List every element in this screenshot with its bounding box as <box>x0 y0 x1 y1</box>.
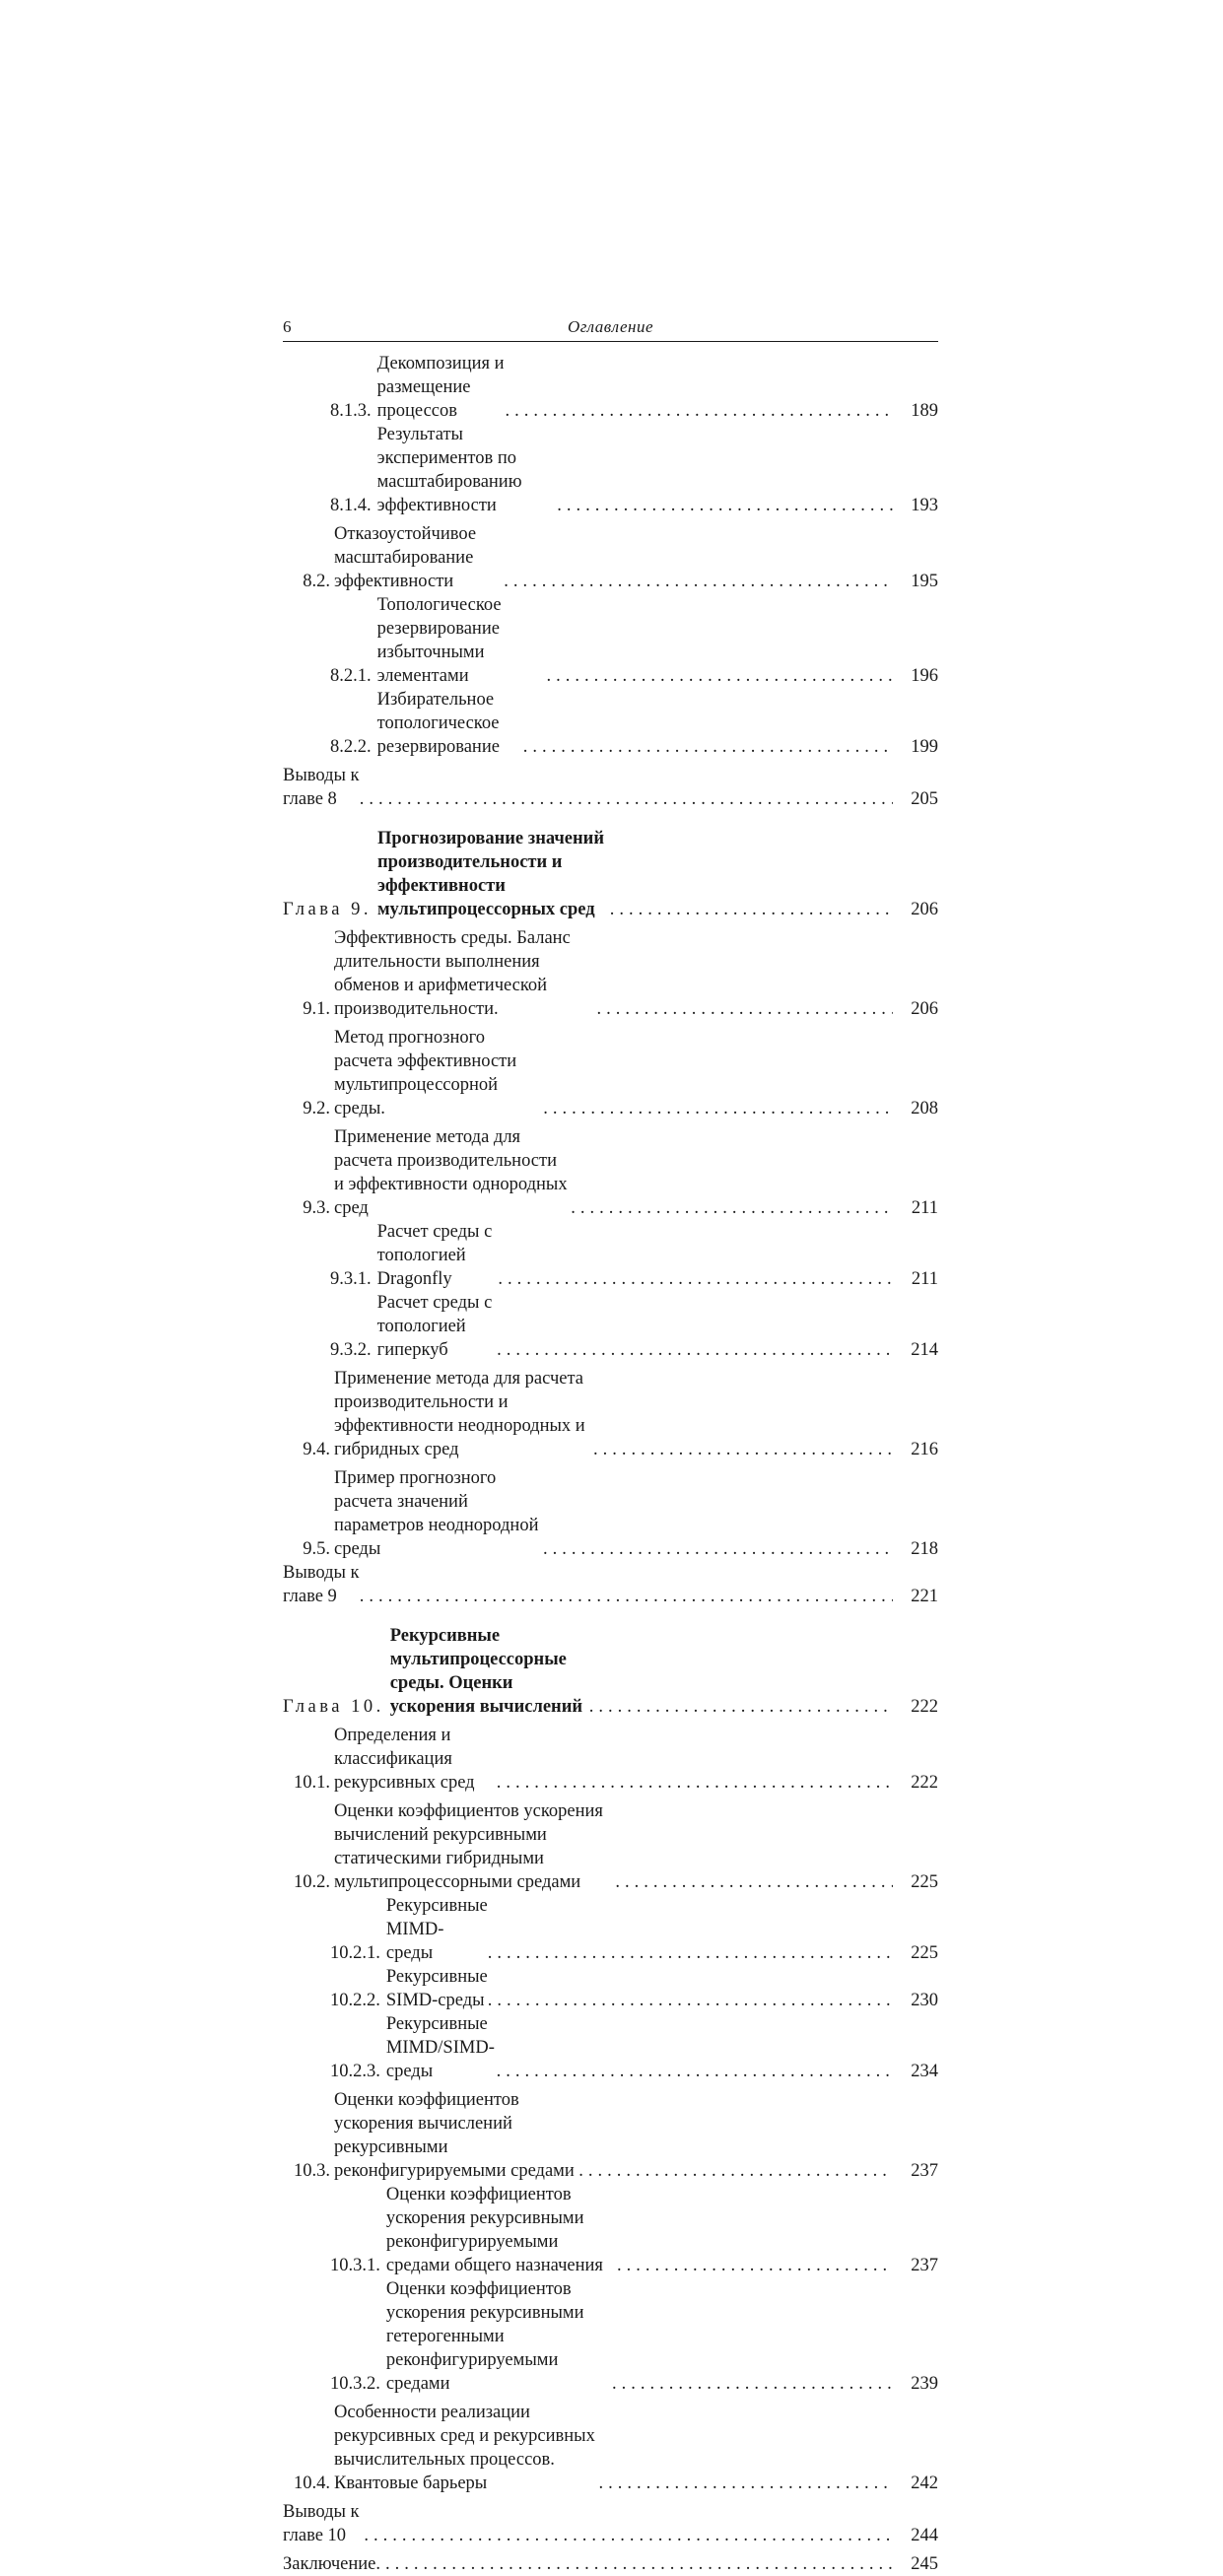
toc-entry-title: Оценки коэффициентов ускорения вычислений рекурсивными статическими гибридными мультипроцессорными средами <box>334 1801 603 1892</box>
toc-entry-page: 193 <box>911 496 938 515</box>
toc-entry-leader <box>377 688 893 759</box>
toc-entry-title: Применение метода для расчета производительности и эффективности неоднородных и гибридных сред <box>334 1369 585 1459</box>
toc-entry <box>283 423 938 517</box>
toc-entry-title: Эффективность среды. Баланс длительности выполнения обменов и арифметической производительности. <box>334 928 571 1019</box>
toc-entry-number: 10.2.1. <box>330 1943 380 1963</box>
toc-entry-title: Определения и классификация рекурсивных сред <box>334 1726 475 1793</box>
dot-leader <box>610 898 893 921</box>
toc-entry-page: 245 <box>911 2554 938 2574</box>
toc-entry-number: 10.2. <box>294 1872 330 1892</box>
toc-entry <box>283 2012 938 2083</box>
toc-entry-number: Глава 9. <box>283 900 372 919</box>
toc-entry-page: 234 <box>911 2062 938 2081</box>
toc-entry-leader <box>390 1624 893 1719</box>
toc-entry-page: 205 <box>911 789 938 809</box>
toc-entry-page: 225 <box>911 1943 938 1963</box>
toc-entry-title: Прогнозирование значений производительности и эффективности мультипроцессорных сред <box>376 829 604 919</box>
toc-entry-page: 206 <box>911 900 938 919</box>
toc-entry-title: Выводы к главе 10 <box>283 2502 360 2545</box>
toc-entry-leader <box>334 2401 893 2495</box>
toc-entry-number: 9.3.2. <box>330 1340 372 1360</box>
toc-entry-leader <box>283 764 893 811</box>
toc-entry-page: 244 <box>911 2526 938 2545</box>
dot-leader <box>578 2159 893 2183</box>
toc-entry <box>283 1965 938 2012</box>
toc-entry-page: 237 <box>911 2256 938 2275</box>
toc-entry <box>283 1220 938 1291</box>
toc-entry-leader <box>334 2088 893 2183</box>
toc-entry-title: Применение метода для расчета производительности и эффективности однородных сред <box>334 1127 568 1218</box>
toc-entry-title: Топологическое резервирование избыточными элементами <box>376 595 502 686</box>
toc-entry-title: Оценки коэффициентов ускорения рекурсивными реконфигурируемыми средами общего назначения <box>385 2185 603 2275</box>
dot-leader <box>375 2552 893 2576</box>
toc-entry-number: 9.2. <box>303 1099 330 1119</box>
toc-entry <box>283 1125 938 1220</box>
toc-entry-number: 10.2.3. <box>330 2062 380 2081</box>
toc-entry-title: Рекурсивные MIMD-среды <box>385 1896 488 1963</box>
toc-entry <box>283 1561 938 1608</box>
toc-entry-number: 9.3. <box>303 1198 330 1218</box>
running-header <box>283 313 938 342</box>
toc-entry-leader <box>334 1466 893 1561</box>
dot-leader <box>543 1097 893 1120</box>
toc-entry <box>283 1466 938 1561</box>
toc-entry <box>283 2088 938 2183</box>
dot-leader <box>612 2372 893 2396</box>
dot-leader <box>497 1771 893 1795</box>
toc-entry-number: 8.1.3. <box>330 401 372 421</box>
toc-entry-leader <box>377 352 893 423</box>
toc-entry <box>283 2183 938 2277</box>
toc-entry-leader <box>386 2012 893 2083</box>
toc-entry-title: Отказоустойчивое масштабирование эффективности <box>334 524 477 591</box>
toc-entry-number: 10.3.1. <box>330 2256 380 2275</box>
toc-entry-leader <box>283 1561 893 1608</box>
dot-leader <box>497 2060 893 2083</box>
dot-leader <box>589 1695 893 1719</box>
toc-entry-title: Заключение <box>283 2554 376 2574</box>
toc-entry-title: Оценки коэффициентов ускорения вычислений рекурсивными реконфигурируемыми средами <box>334 2090 575 2181</box>
toc-entry <box>283 764 938 811</box>
toc-entry-title: Рекурсивные мультипроцессорные среды. Оценки ускорения вычислений <box>389 1626 583 1717</box>
toc-entry <box>283 2500 938 2547</box>
document-page <box>283 313 938 2576</box>
toc-entry-number: Глава 10. <box>283 1697 384 1717</box>
toc-entry <box>283 593 938 688</box>
toc-entry-title: Выводы к главе 9 <box>283 1563 360 1606</box>
toc-entry <box>283 2552 938 2576</box>
dot-leader <box>557 494 893 517</box>
dot-leader <box>360 1585 893 1608</box>
toc-entry-leader <box>334 522 893 593</box>
toc-entry-title: Расчет среды с топологией гиперкуб <box>376 1293 493 1360</box>
toc-entry-number: 10.4. <box>294 2474 330 2493</box>
toc-entry-leader <box>386 1894 893 1965</box>
toc-entry-page: 225 <box>911 1872 938 1892</box>
dot-leader <box>364 2524 893 2547</box>
dot-leader <box>505 399 893 423</box>
toc-entry-page: 196 <box>911 666 938 686</box>
toc-entry-page: 195 <box>911 572 938 591</box>
dot-leader <box>593 1438 893 1461</box>
toc-entry <box>283 522 938 593</box>
toc-entry-title: Выводы к главе 8 <box>283 766 360 809</box>
toc-entry-page: 237 <box>911 2161 938 2181</box>
toc-entry <box>283 1799 938 1894</box>
toc-entry-title: Особенности реализации рекурсивных сред и рекурсивных вычислительных процессов. Квантовые барьеры <box>334 2403 595 2493</box>
dot-leader <box>488 1941 893 1965</box>
toc-entry <box>283 1026 938 1120</box>
toc-entry-page: 214 <box>911 1340 938 1360</box>
dot-leader <box>523 735 893 759</box>
toc-entry-leader <box>386 2183 893 2277</box>
toc-entry-title: Метод прогнозного расчета эффективности мультипроцессорной среды. <box>334 1028 517 1119</box>
toc-entry-page: 208 <box>911 1099 938 1119</box>
toc-entry-page: 222 <box>911 1773 938 1793</box>
dot-leader <box>497 1338 893 1362</box>
toc-entry-leader <box>377 593 893 688</box>
dot-leader <box>504 570 893 593</box>
toc-entry <box>283 926 938 1021</box>
toc-entry-number: 8.2.1. <box>330 666 372 686</box>
table-of-contents <box>283 352 938 2576</box>
toc-entry-leader <box>377 423 893 517</box>
toc-entry-number: 8.2. <box>303 572 330 591</box>
toc-entry-number: 8.2.2. <box>330 737 372 757</box>
toc-entry-number: 10.2.2. <box>330 1991 380 2010</box>
running-title: Оглавление <box>567 317 654 336</box>
toc-entry-leader <box>377 1220 893 1291</box>
toc-entry-number: 9.3.1. <box>330 1269 372 1289</box>
toc-entry-number: 9.5. <box>303 1539 330 1559</box>
toc-entry-page: 222 <box>911 1697 938 1717</box>
toc-entry <box>283 688 938 759</box>
dot-leader <box>617 2254 893 2277</box>
toc-entry-leader <box>334 1799 893 1894</box>
dot-leader <box>547 664 893 688</box>
toc-entry-page: 211 <box>911 1198 938 1218</box>
toc-entry-number: 9.1. <box>303 999 330 1019</box>
toc-entry-title: Декомпозиция и размещение процессов <box>376 354 505 421</box>
toc-entry-leader <box>334 1125 893 1220</box>
toc-entry <box>283 1367 938 1461</box>
dot-leader <box>597 997 894 1021</box>
toc-entry-leader <box>386 1965 893 2012</box>
page-number: 6 <box>283 317 292 336</box>
toc-entry <box>283 2277 938 2396</box>
toc-entry-number: 10.1. <box>294 1773 330 1793</box>
toc-entry-page: 218 <box>911 1539 938 1559</box>
toc-chapter-entry <box>283 827 938 921</box>
toc-entry <box>283 352 938 423</box>
toc-entry-leader <box>283 2552 893 2576</box>
toc-entry-page: 216 <box>911 1440 938 1459</box>
toc-entry-number: 10.3. <box>294 2161 330 2181</box>
dot-leader <box>498 1267 893 1291</box>
toc-entry-page: 230 <box>911 1991 938 2010</box>
toc-entry-page: 211 <box>911 1269 938 1289</box>
toc-entry-number: 8.1.4. <box>330 496 372 515</box>
toc-entry <box>283 2401 938 2495</box>
toc-entry-page: 189 <box>911 401 938 421</box>
toc-entry-leader <box>377 1291 893 1362</box>
dot-leader <box>598 2472 893 2495</box>
toc-entry-number: 10.3.2. <box>330 2374 380 2394</box>
toc-entry-title: Результаты экспериментов по масштабированию эффективности <box>376 425 522 515</box>
toc-entry-number: 9.4. <box>303 1440 330 1459</box>
toc-entry-leader <box>386 2277 893 2396</box>
toc-entry-leader <box>334 1026 893 1120</box>
toc-entry-leader <box>377 827 893 921</box>
toc-entry-page: 242 <box>911 2474 938 2493</box>
toc-entry-title: Рекурсивные MIMD/SIMD-среды <box>385 2014 495 2081</box>
dot-leader <box>615 1870 893 1894</box>
toc-entry-title: Расчет среды с топологией Dragonfly <box>376 1222 493 1289</box>
toc-chapter-entry <box>283 1624 938 1719</box>
toc-entry-leader <box>334 1367 893 1461</box>
dot-leader <box>488 1989 893 2012</box>
toc-entry-title: Пример прогнозного расчета значений параметров неоднородной среды <box>334 1468 539 1559</box>
dot-leader <box>360 787 893 811</box>
toc-entry-page: 199 <box>911 737 938 757</box>
toc-entry-page: 239 <box>911 2374 938 2394</box>
toc-entry-page: 206 <box>911 999 938 1019</box>
toc-entry-page: 221 <box>911 1587 938 1606</box>
toc-entry-title: Оценки коэффициентов ускорения рекурсивными гетерогенными реконфигурируемыми средами <box>385 2279 584 2394</box>
dot-leader <box>571 1196 893 1220</box>
toc-entry-leader <box>283 2500 893 2547</box>
toc-entry <box>283 1894 938 1965</box>
toc-entry <box>283 1291 938 1362</box>
dot-leader <box>543 1537 893 1561</box>
toc-entry-title: Рекурсивные SIMD-среды <box>385 1967 488 2010</box>
toc-entry-leader <box>334 926 893 1021</box>
toc-entry-title: Избирательное топологическое резервирование <box>376 690 500 757</box>
